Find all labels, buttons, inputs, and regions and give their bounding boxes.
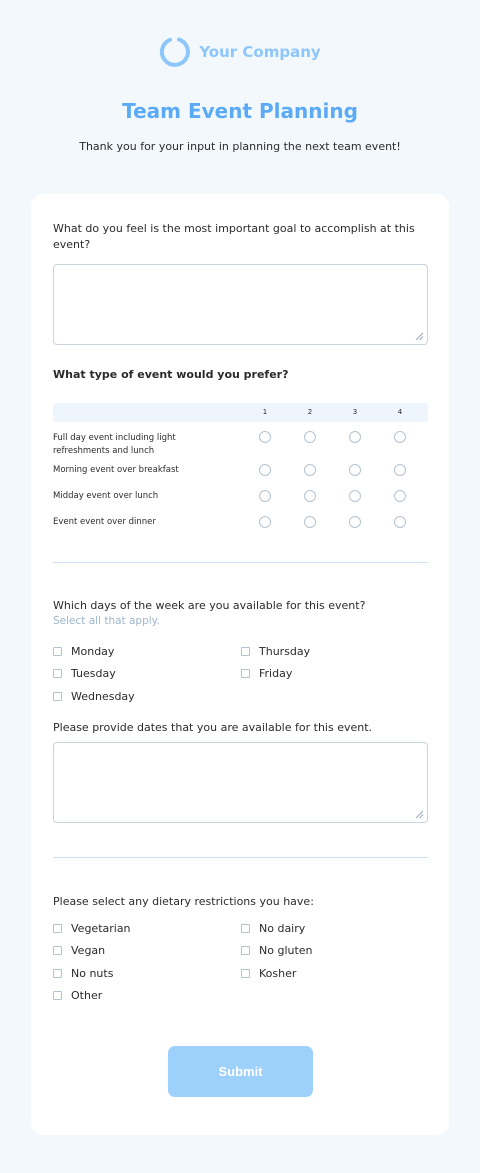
matrix-col-4: 4	[397, 408, 403, 416]
matrix-radio[interactable]	[304, 464, 316, 476]
checkbox-no-gluten[interactable]	[241, 944, 313, 957]
matrix-row-label: Morning event over breakfast	[53, 465, 179, 475]
checkbox-box[interactable]	[53, 991, 62, 1000]
checkbox-vegan[interactable]	[53, 944, 105, 957]
checkbox-label: Other	[71, 989, 103, 1002]
matrix-radio[interactable]	[304, 490, 316, 502]
checkbox-vegetarian[interactable]	[53, 922, 131, 935]
checkbox-box[interactable]	[241, 969, 250, 978]
checkbox-label: Wednesday	[71, 690, 135, 703]
checkbox-box[interactable]	[241, 946, 250, 955]
matrix-radio[interactable]	[304, 431, 316, 443]
matrix-radio[interactable]	[394, 464, 406, 476]
checkbox-box[interactable]	[53, 946, 62, 955]
section-divider	[53, 857, 428, 858]
checkbox-other[interactable]	[53, 989, 102, 1002]
matrix-col-1: 1	[262, 408, 268, 416]
checkbox-label: Kosher	[259, 967, 297, 980]
checkbox-box[interactable]	[53, 647, 62, 656]
matrix-radio[interactable]	[304, 516, 316, 528]
submit-button[interactable]: Submit	[168, 1046, 313, 1097]
checkbox-label: No dairy	[259, 922, 306, 935]
checkbox-label: No gluten	[259, 944, 313, 957]
checkbox-friday[interactable]	[241, 667, 292, 680]
matrix-radio[interactable]	[394, 516, 406, 528]
checkbox-thursday[interactable]	[241, 645, 310, 658]
matrix-header	[53, 403, 428, 422]
goal-textarea[interactable]	[53, 264, 428, 345]
page-subtitle: Thank you for your input in planning the next team event!	[79, 140, 401, 153]
matrix-radio[interactable]	[349, 516, 361, 528]
checkbox-label: Monday	[71, 645, 115, 658]
checkbox-box[interactable]	[53, 692, 62, 701]
matrix-row-label: Event event over dinner	[53, 517, 156, 527]
matrix-radio[interactable]	[349, 431, 361, 443]
checkbox-kosher[interactable]	[241, 967, 296, 980]
checkbox-label: Thursday	[259, 645, 311, 658]
matrix-radio[interactable]	[259, 516, 271, 528]
checkbox-label: Vegan	[71, 944, 106, 957]
matrix-radio[interactable]	[394, 490, 406, 502]
form-card	[31, 194, 449, 1135]
resize-handle-icon[interactable]	[414, 809, 424, 819]
checkbox-box[interactable]	[53, 924, 62, 933]
section-divider	[53, 562, 428, 563]
checkbox-wednesday[interactable]	[53, 690, 135, 703]
dates-question: Please provide dates that you are available for this event.	[53, 721, 373, 734]
brand-header	[0, 36, 480, 68]
matrix-radio[interactable]	[349, 464, 361, 476]
matrix-radio[interactable]	[259, 490, 271, 502]
matrix-col-3: 3	[352, 408, 358, 416]
checkbox-no-dairy[interactable]	[241, 922, 305, 935]
checkbox-box[interactable]	[241, 924, 250, 933]
matrix-radio[interactable]	[259, 464, 271, 476]
event-type-question: What type of event would you prefer?	[53, 368, 289, 381]
matrix-radio[interactable]	[259, 431, 271, 443]
matrix-radio[interactable]	[349, 490, 361, 502]
resize-handle-icon[interactable]	[414, 331, 424, 341]
page-title: Team Event Planning	[122, 99, 358, 123]
matrix-row-label: Full day event including light refreshments and lunch	[53, 433, 176, 456]
dietary-question: Please select any dietary restrictions you have:	[53, 895, 314, 908]
checkbox-no-nuts[interactable]	[53, 967, 113, 980]
checkbox-box[interactable]	[241, 647, 250, 656]
checkbox-monday[interactable]	[53, 645, 114, 658]
checkbox-label: Vegetarian	[71, 922, 131, 935]
checkbox-label: No nuts	[71, 967, 114, 980]
days-question: Which days of the week are you available for this event?	[53, 599, 366, 612]
checkbox-box[interactable]	[53, 669, 62, 678]
goal-question: What do you feel is the most important goal to accomplish at this event?	[53, 222, 415, 251]
days-hint: Select all that apply.	[53, 615, 160, 627]
matrix-col-2: 2	[307, 408, 313, 416]
checkbox-box[interactable]	[53, 969, 62, 978]
checkbox-box[interactable]	[241, 669, 250, 678]
checkbox-label: Tuesday	[71, 667, 116, 680]
checkbox-label: Friday	[259, 667, 293, 680]
checkbox-tuesday[interactable]	[53, 667, 116, 680]
matrix-row-label: Midday event over lunch	[53, 491, 159, 501]
matrix-radio[interactable]	[394, 431, 406, 443]
company-name: Your Company	[199, 43, 321, 61]
dates-textarea[interactable]	[53, 742, 428, 823]
ring-logo-icon	[159, 36, 191, 68]
